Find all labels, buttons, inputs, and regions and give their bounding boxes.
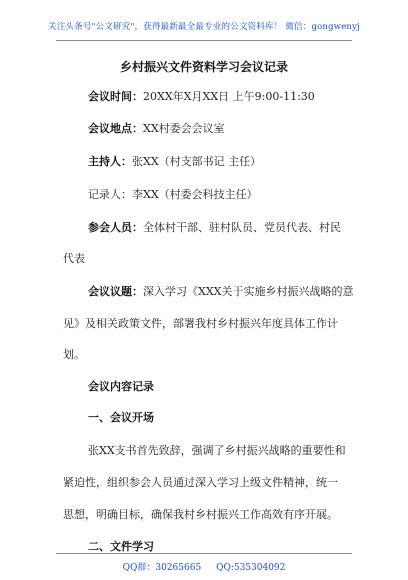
meeting-place-label: 会议地点： [88, 122, 143, 135]
attendees-label: 参会人员： [88, 221, 143, 234]
host-line [88, 153, 261, 169]
meeting-time-value: 20XX年X月XX日 上午9:00-11:30 [143, 90, 315, 103]
footer [0, 560, 408, 573]
content-heading [88, 378, 154, 394]
host-label: 主持人： [88, 155, 132, 168]
footer-divider [56, 553, 352, 554]
attendees-value: 全体村干部、驻村队员、党员代表、村民 [143, 221, 341, 234]
header-divider [56, 40, 352, 41]
meeting-time-label: 会议时间： [88, 90, 143, 103]
section1-paragraph-line3: 思想，明确目标，确保我村乡村振兴工作高效有序开展。 [63, 508, 338, 521]
section2-heading-text: 二、文件学习 [88, 540, 154, 553]
attendees-line [88, 219, 341, 235]
host-value: 张XX（村支部书记 主任） [132, 155, 262, 168]
recorder-line: 记录人：李XX（村委会科技主任） [88, 188, 258, 201]
section1-heading [88, 409, 154, 425]
header-notice: 关注头条号"公文研究"，获得最新最全最专业的公文资料库！ 微信：gongwenyj [48, 22, 360, 32]
topic-label: 会议议题： [88, 285, 143, 298]
topic-line-cont: 见》及相关政策文件，部署我村乡村振兴年度具体工作计 [63, 317, 338, 330]
meeting-place-line [88, 120, 225, 136]
document-title: 乡村振兴文件资料学习会议记录 [119, 60, 288, 74]
section1-heading-text: 一、会议开场 [88, 411, 154, 424]
topic-line-end: 划。 [63, 348, 85, 361]
topic-value: 深入学习《XXX关于实施乡村振兴战略的意 [143, 285, 354, 298]
meeting-time-line [88, 88, 315, 104]
section1-paragraph-line1: 张XX支书首先致辞，强调了乡村振兴战略的重要性和 [88, 444, 346, 457]
topic-line [88, 283, 354, 299]
footer-qq-group: QQ群：30265665 [122, 563, 202, 573]
section1-paragraph-line2: 紧迫性，组织参会人员通过深入学习上级文件精神，统一 [63, 476, 338, 489]
meeting-place-value: XX村委会会议室 [143, 122, 225, 135]
footer-qq-contact: QQ:535304092 [216, 563, 286, 573]
attendees-line-cont: 代表 [63, 252, 85, 265]
content-heading-text: 会议内容记录 [88, 380, 154, 393]
section2-heading [88, 538, 154, 554]
